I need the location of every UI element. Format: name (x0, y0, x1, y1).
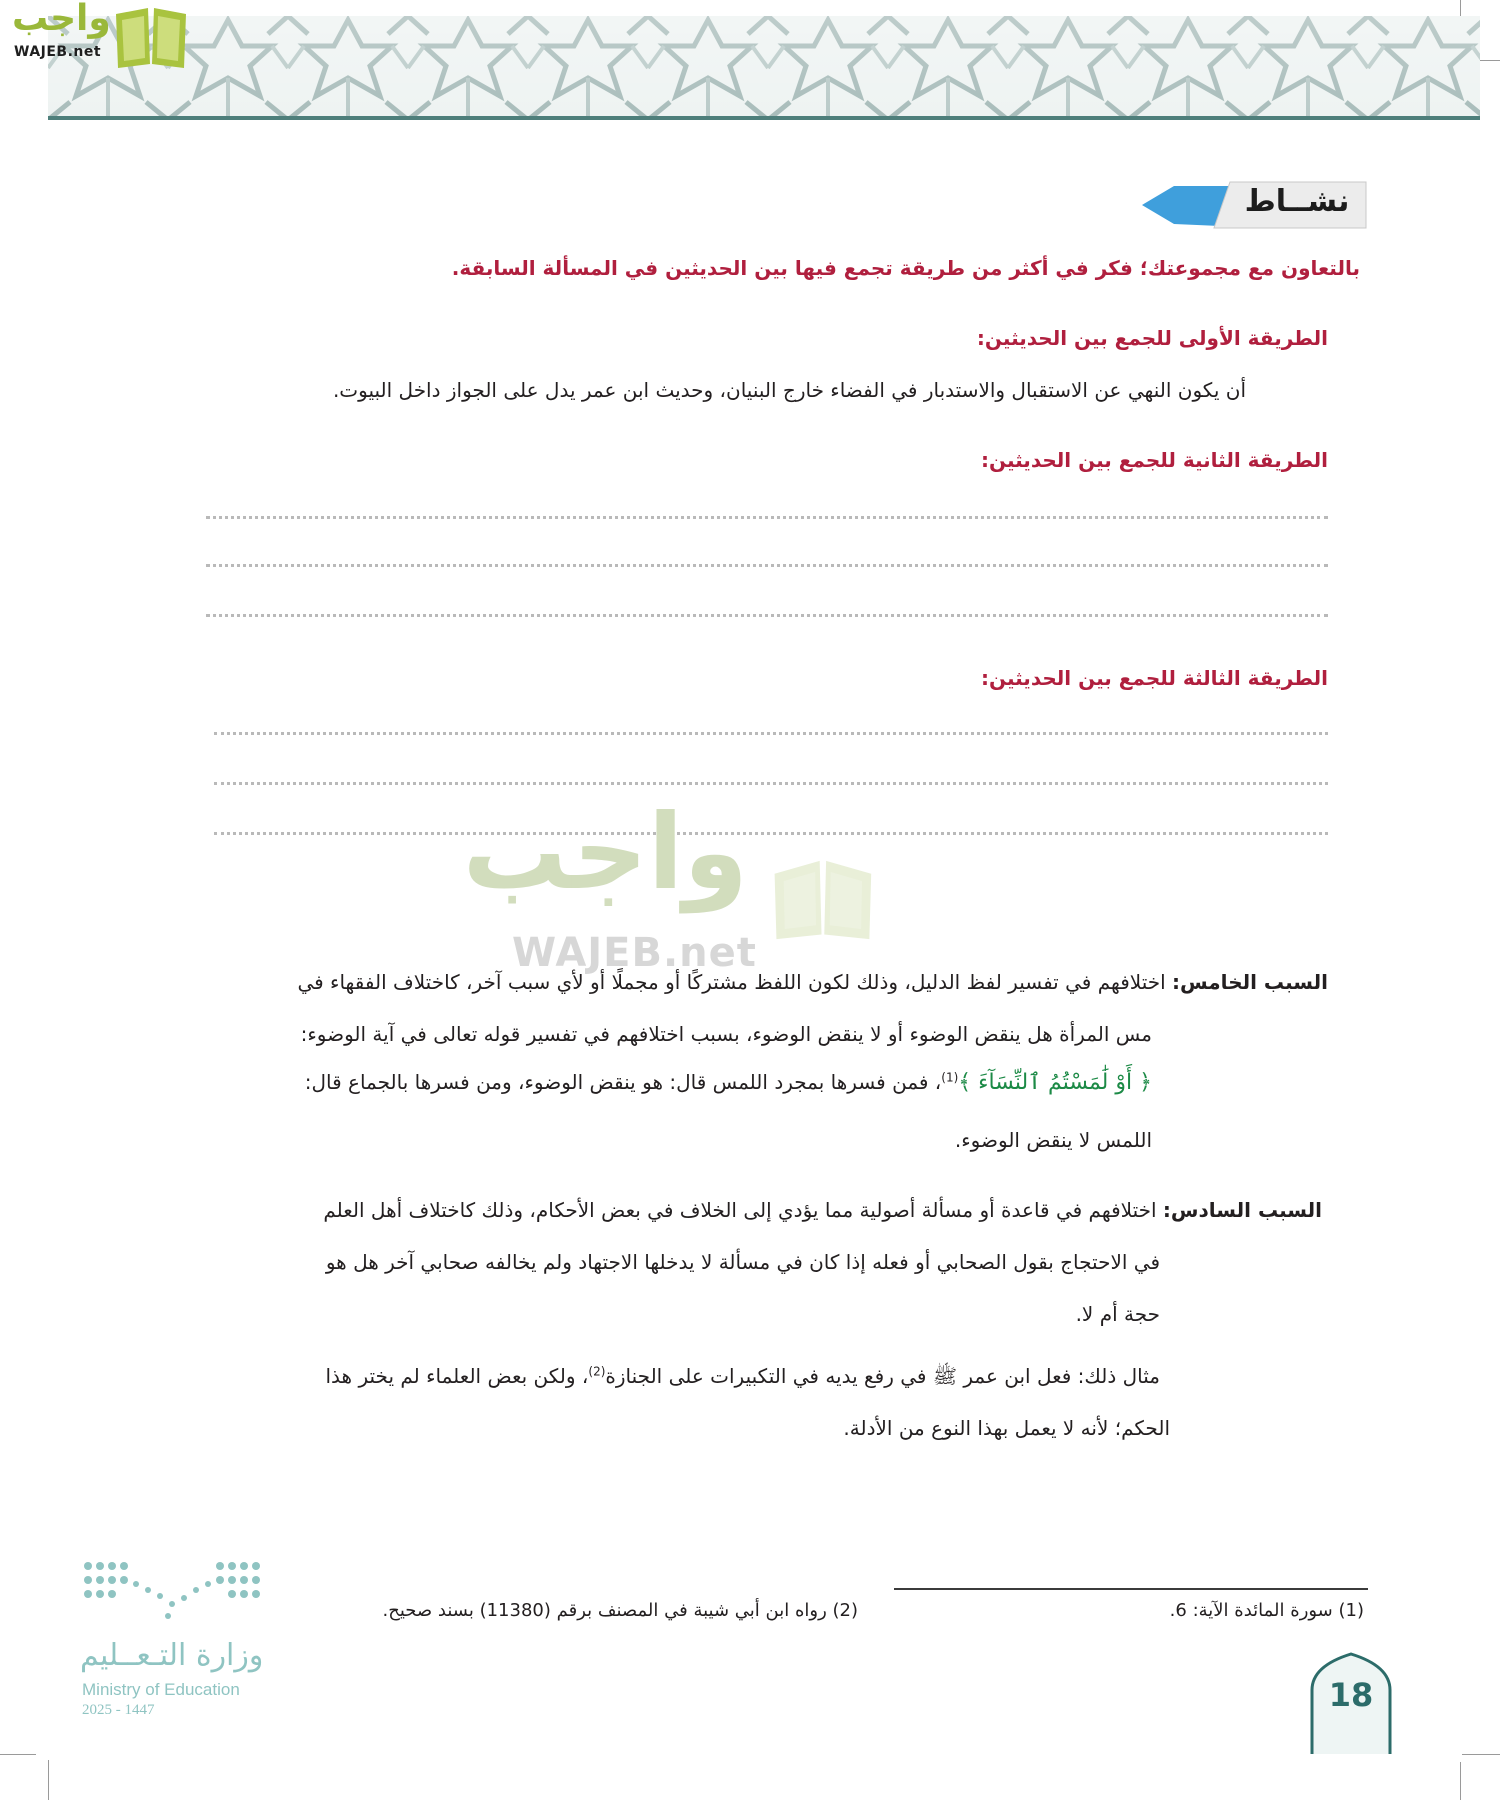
footnote-separator (894, 1588, 1368, 1590)
ministry-name-ar: وزارة التـعــليم (80, 1638, 264, 1673)
watermark-book-icon (770, 816, 1000, 984)
footnote-2: (2) رواه ابن أبي شيبة في المصنف برقم (11380) بسند صحيح. (382, 1600, 858, 1621)
page-number: 18 (1328, 1676, 1374, 1714)
logo-text-ar: واجب (12, 0, 111, 39)
crop-mark (48, 1760, 49, 1800)
answer-line[interactable] (214, 732, 1328, 735)
book-icon (110, 6, 192, 68)
quran-verse: ﴿ أَوْ لَٰمَسْتُمُ ٱلنِّسَآءَ ﴾ (958, 1070, 1152, 1095)
reason-5-line-4: اللمس لا ينقض الوضوء. (954, 1128, 1152, 1152)
ministry-name-en: Ministry of Education (82, 1680, 240, 1699)
reason-6-label: السبب السادس: (1162, 1198, 1322, 1222)
reason-5-line-3-text: ، فمن فسرها بمجرد اللمس قال: هو ينقض الوضوء، ومن فسرها بالجماع قال: (304, 1070, 942, 1094)
reason-5-label: السبب الخامس: (1172, 970, 1328, 994)
example-text-b: ، ولكن بعض العلماء لم يختر هذا (325, 1364, 589, 1388)
ministry-logo-icon (78, 1558, 278, 1638)
footnote-ref-2[interactable]: (2) (588, 1364, 606, 1379)
method-1-title: الطريقة الأولى للجمع بين الحديثين: (976, 326, 1328, 350)
footnote-1: (1) سورة المائدة الآية: 6. (1169, 1600, 1364, 1621)
method-3-title: الطريقة الثالثة للجمع بين الحديثين: (980, 666, 1328, 690)
header-rule (48, 116, 1480, 120)
watermark-text-en: WAJEB.net (512, 930, 757, 976)
reason-5-line-1 (178, 970, 1328, 994)
reason-5-line-2: مس المرأة هل ينقض الوضوء أو لا ينقض الوضوء، بسبب اختلافهم في تفسير قوله تعالى في آية الوضوء: (300, 1022, 1152, 1046)
reason-6-line-2: في الاحتجاج بقول الصحابي أو فعله إذا كان في مسألة لا يدخلها الاجتهاد ولم يخالفه صحابي آخر هل هو (325, 1250, 1160, 1274)
example-line-2: الحكم؛ لأنه لا يعمل بهذا النوع من الأدلة. (843, 1416, 1170, 1440)
example-text-a: مثال ذلك: فعل ابن عمر ﷺ في رفع يديه في التكبيرات على الجنازة (605, 1364, 1160, 1388)
method-1-body: أن يكون النهي عن الاستقبال والاستدبار في الفضاء خارج البنيان، وحديث ابن عمر يدل على الجواز داخل البيوت. (332, 378, 1246, 402)
logo-text-en: WAJEB.net (14, 44, 102, 60)
activity-title: نشــاط (1244, 184, 1350, 219)
reason-5-text: اختلافهم في تفسير لفظ الدليل، وذلك لكون اللفظ مشتركًا أو مجملًا أو لأي سبب آخر، كاختلاف الفقهاء في (297, 970, 1166, 994)
header-pattern-band (48, 16, 1480, 120)
crop-mark (0, 1754, 36, 1755)
crop-mark (1460, 1762, 1461, 1800)
wajeb-logo[interactable] (8, 0, 190, 66)
ministry-year: 2025 - 1447 (82, 1702, 155, 1718)
answer-line[interactable] (214, 782, 1328, 785)
answer-line[interactable] (206, 564, 1328, 567)
answer-line[interactable] (206, 516, 1328, 519)
watermark-text-ar: واجب (462, 791, 748, 913)
footnote-ref-1[interactable]: (1) (941, 1070, 959, 1085)
activity-instruction: بالتعاون مع مجموعتك؛ فكر في أكثر من طريقة تجمع فيها بين الحديثين في المسألة السابقة. (451, 256, 1360, 280)
crop-mark (1462, 1754, 1500, 1755)
answer-line[interactable] (206, 614, 1328, 617)
example-line-1 (160, 1364, 1160, 1393)
reason-5-line-3 (152, 1070, 1152, 1095)
method-2-title: الطريقة الثانية للجمع بين الحديثين: (980, 448, 1328, 472)
reason-6-line-3: حجة أم لا. (1075, 1302, 1160, 1326)
reason-6-text: اختلافهم في قاعدة أو مسألة أصولية مما يؤدي إلى الخلاف في بعض الأحكام، وذلك كاختلاف أهل العلم (323, 1198, 1157, 1222)
reason-6-line-1 (172, 1198, 1322, 1222)
